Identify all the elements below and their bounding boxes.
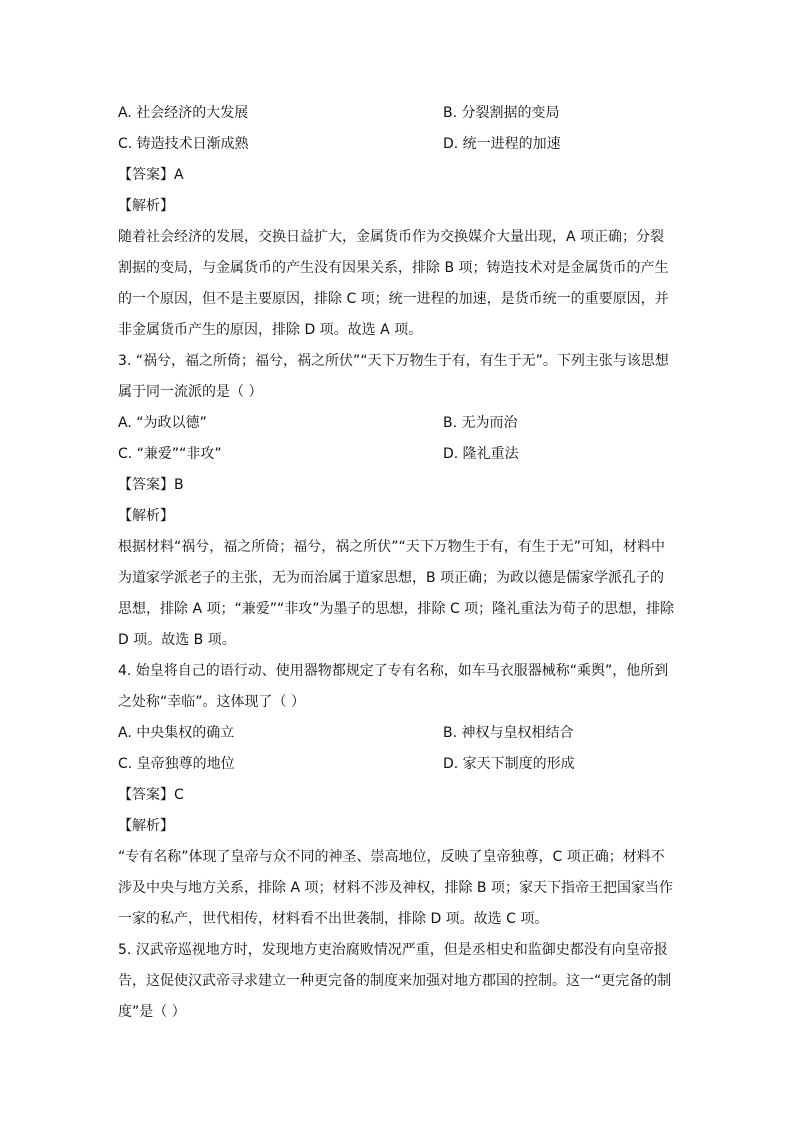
q4-analysis-label: 【解析】: [118, 818, 174, 834]
q5-stem-line: 5. 汉武帝巡视地方时，发现地方吏治腐败情况严重，但是丞相史和监御史都没有向皇帝报: [118, 942, 668, 958]
q3-options-row-2: [118, 439, 678, 470]
q5-stem-line: 告，这促使汉武帝寻求建立一种更完备的制度来加强对地方郡国的控制。这一“更完备的制: [118, 973, 672, 989]
q3-stem: [118, 346, 678, 408]
q3-analysis: [118, 532, 678, 656]
q3-analysis-line: 为道家学派老子的主张，无为而治属于道家思想，B 项正确；为政以德是儒家学派孔子的: [118, 570, 665, 586]
q4-analysis-line: 一家的私产，世代相传，材料看不出世袭制，排除 D 项。故选 C 项。: [118, 911, 549, 927]
q4-analysis-line: “专有名称”体现了皇帝与众不同的神圣、崇高地位，反映了皇帝独尊，C 项正确；材料不: [118, 849, 665, 865]
q3-option-c: C. “兼爱”“非攻”: [118, 446, 222, 462]
q2-option-b: B. 分裂割据的变局: [443, 105, 560, 121]
q4-options-row-1: [118, 718, 678, 749]
q4-stem: [118, 656, 678, 718]
q3-answer: 【答案】B: [118, 477, 184, 493]
q2-option-c: C. 铸造技术日渐成熟: [118, 136, 249, 152]
q4-options-row-2: [118, 749, 678, 780]
q3-analysis-line: D 项。故选 B 项。: [118, 632, 236, 648]
q2-analysis-line: 的一个原因，但不是主要原因，排除 C 项；统一进程的加速，是货币统一的重要原因，并: [118, 291, 669, 307]
q2-option-d: D. 统一进程的加速: [443, 136, 561, 152]
q2-analysis-line: 割据的变局，与金属货币的产生没有因果关系，排除 B 项；铸造技术对是金属货币的产生: [118, 260, 669, 276]
q4-stem-line: 4. 始皇将自己的语行动、使用器物都规定了专有名称，如车马衣服器械称“乘舆”，他所到: [118, 663, 669, 679]
q3-analysis-line: 思想，排除 A 项；“兼爱”“非攻”为墨子的思想，排除 C 项；隆礼重法为荀子的思想，排除: [118, 601, 675, 617]
q4-option-d: D. 家天下制度的形成: [443, 756, 575, 772]
q3-options-row-1: [118, 408, 678, 439]
q3-analysis-line: 根据材料“祸兮，福之所倚；福兮，祸之所伏”“天下万物生于有，有生于无”可知，材料中: [118, 539, 666, 555]
q2-options-row-2: [118, 129, 678, 160]
q3-stem-line: 3. “祸兮，福之所倚；福兮，祸之所伏”“天下万物生于有，有生于无”。下列主张与该思想: [118, 353, 669, 369]
q4-option-a: A. 中央集权的确立: [118, 725, 235, 741]
q2-answer: 【答案】A: [118, 167, 184, 183]
q2-analysis: [118, 222, 678, 346]
q3-analysis-label: 【解析】: [118, 508, 174, 524]
q4-analysis: [118, 842, 678, 935]
q2-analysis-line: 非金属货币产生的原因，排除 D 项。故选 A 项。: [118, 322, 423, 338]
q4-stem-line: 之处称“幸临”。这体现了（ ）: [118, 694, 305, 710]
q4-analysis-line: 涉及中央与地方关系，排除 A 项；材料不涉及神权，排除 B 项；家天下指帝王把国家当作: [118, 880, 673, 896]
q3-option-b: B. 无为而治: [443, 415, 518, 431]
q3-option-d: D. 隆礼重法: [443, 446, 519, 462]
q4-answer: 【答案】C: [118, 787, 184, 803]
q2-analysis-label: 【解析】: [118, 198, 174, 214]
q4-option-b: B. 神权与皇权相结合: [443, 725, 574, 741]
q2-analysis-line: 随着社会经济的发展，交换日益扩大，金属货币作为交换媒介大量出现，A 项正确；分裂: [118, 229, 665, 245]
q5-stem: [118, 935, 678, 1028]
document-page: [118, 98, 678, 1028]
q3-stem-line: 属于同一流派的是（ ）: [118, 384, 263, 400]
q2-options-row-1: [118, 98, 678, 129]
q3-option-a: A. “为政以德”: [118, 415, 207, 431]
q4-option-c: C. 皇帝独尊的地位: [118, 756, 235, 772]
q2-option-a: A. 社会经济的大发展: [118, 105, 249, 121]
q5-stem-line: 度”是（ ）: [118, 1004, 186, 1020]
